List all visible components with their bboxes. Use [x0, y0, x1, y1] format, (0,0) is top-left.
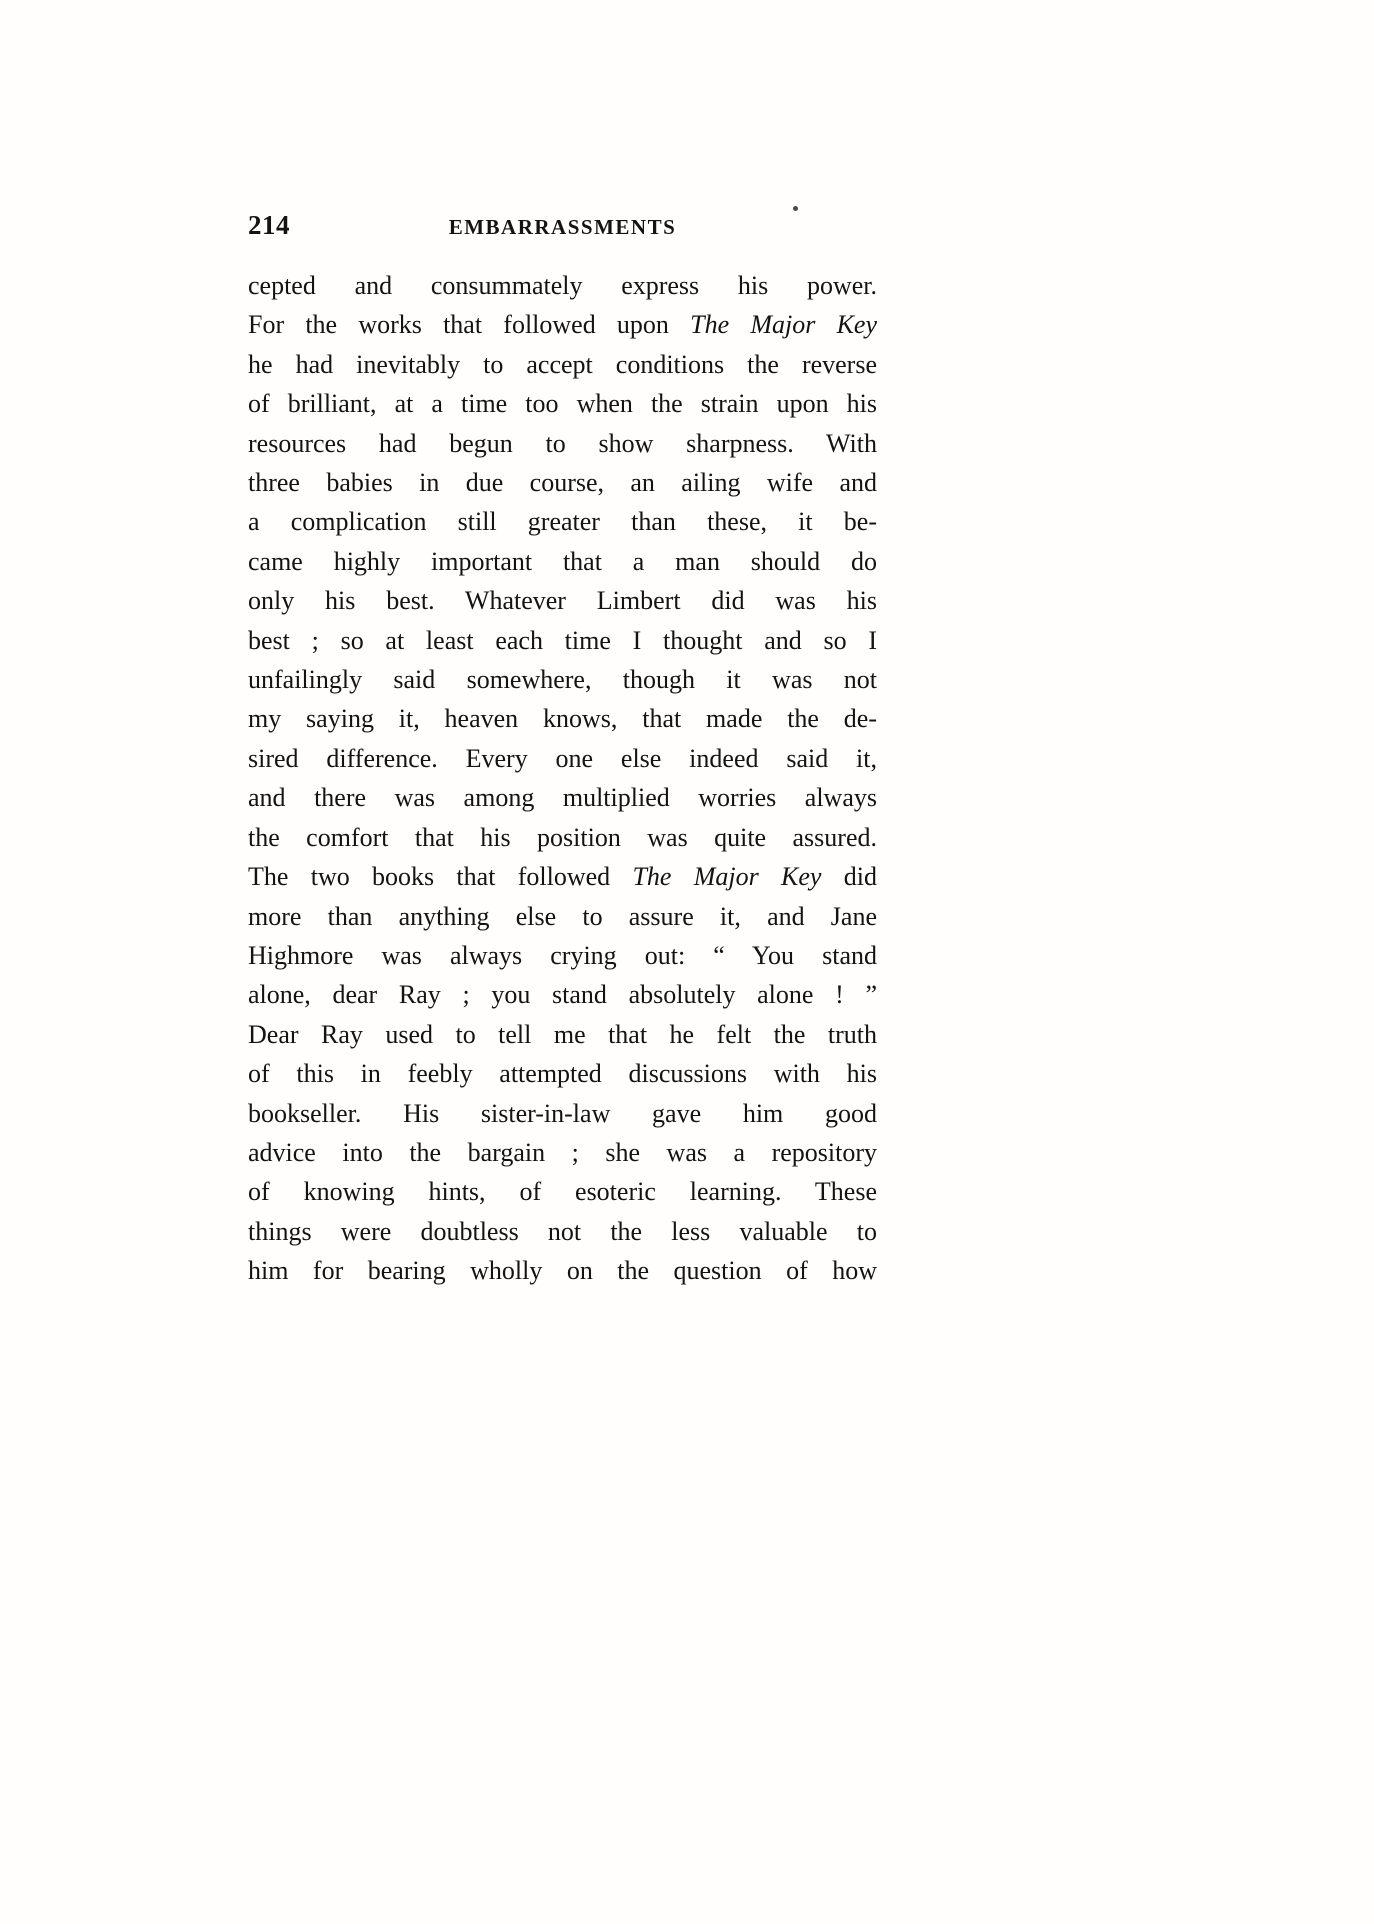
text-line [248, 1212, 877, 1251]
text-line [248, 1172, 877, 1211]
text-segment: and there was among multiplied worries always [248, 783, 877, 813]
text-segment: of knowing hints, of esoteric learning. These [248, 1177, 877, 1207]
text-segment: Highmore was always crying out: “ You stand [248, 940, 877, 970]
text-segment: my saying it, heaven knows, that made the de- [248, 704, 877, 734]
text-line [248, 621, 877, 660]
text-segment: more than anything else to assure it, and Jane [248, 901, 877, 931]
text-line [248, 778, 877, 817]
text-line [248, 699, 877, 738]
text-line [248, 266, 877, 305]
text-line [248, 384, 877, 423]
text-segment: For the works that followed upon [248, 310, 691, 340]
text-segment: a complication still greater than these, it be- [248, 507, 877, 537]
text-segment: things were doubtless not the less valuable to [248, 1216, 877, 1246]
text-line [248, 502, 877, 541]
text-segment: advice into the bargain ; she was a repository [248, 1137, 877, 1167]
text-segment: came highly important that a man should do [248, 546, 877, 576]
text-line [248, 897, 877, 936]
text-line [248, 818, 877, 857]
italic-book-title: The Major Key [632, 862, 822, 892]
text-segment: The two books that followed [248, 862, 633, 892]
text-segment: sired difference. Every one else indeed said it, [248, 743, 877, 773]
text-line [248, 1251, 877, 1290]
text-line [248, 857, 877, 896]
text-segment: did [821, 862, 878, 892]
text-line [248, 345, 877, 384]
text-line [248, 424, 877, 463]
text-line [248, 1133, 877, 1172]
text-line [248, 463, 877, 502]
text-line [248, 305, 877, 344]
text-segment: best ; so at least each time I thought and so I [248, 625, 877, 655]
text-line [248, 1054, 877, 1093]
text-line [248, 1015, 877, 1054]
text-segment: unfailingly said somewhere, though it was not [248, 665, 877, 695]
text-line [248, 581, 877, 620]
text-segment: three babies in due course, an ailing wife and [248, 468, 877, 498]
text-segment: of this in feebly attempted discussions with his [248, 1059, 877, 1089]
page-number: 214 [248, 210, 290, 240]
text-segment: Dear Ray used to tell me that he felt the truth [248, 1019, 877, 1049]
text-line [248, 739, 877, 778]
text-segment: of brilliant, at a time too when the strain upon his [248, 389, 877, 419]
text-segment: resources had begun to show sharpness. With [248, 428, 877, 458]
text-segment: bookseller. His sister-in-law gave him good [248, 1098, 877, 1128]
body-text [248, 266, 877, 1291]
italic-book-title: The Major Key [690, 310, 878, 340]
running-head: EMBARRASSMENTS [448, 215, 677, 239]
text-segment: cepted and consummately express his power. [248, 271, 877, 300]
text-segment: him for bearing wholly on the question of how [248, 1256, 877, 1286]
text-line [248, 975, 877, 1014]
page-header [248, 210, 877, 246]
text-line [248, 1094, 877, 1133]
text-line [248, 542, 877, 581]
text-line [248, 660, 877, 699]
text-segment: the comfort that his position was quite assured. [248, 822, 877, 852]
text-segment: alone, dear Ray ; you stand absolutely alone ! ” [248, 980, 877, 1010]
text-segment: he had inevitably to accept conditions the reverse [248, 349, 877, 379]
text-line [248, 936, 877, 975]
text-segment: only his best. Whatever Limbert did was his [248, 586, 877, 616]
